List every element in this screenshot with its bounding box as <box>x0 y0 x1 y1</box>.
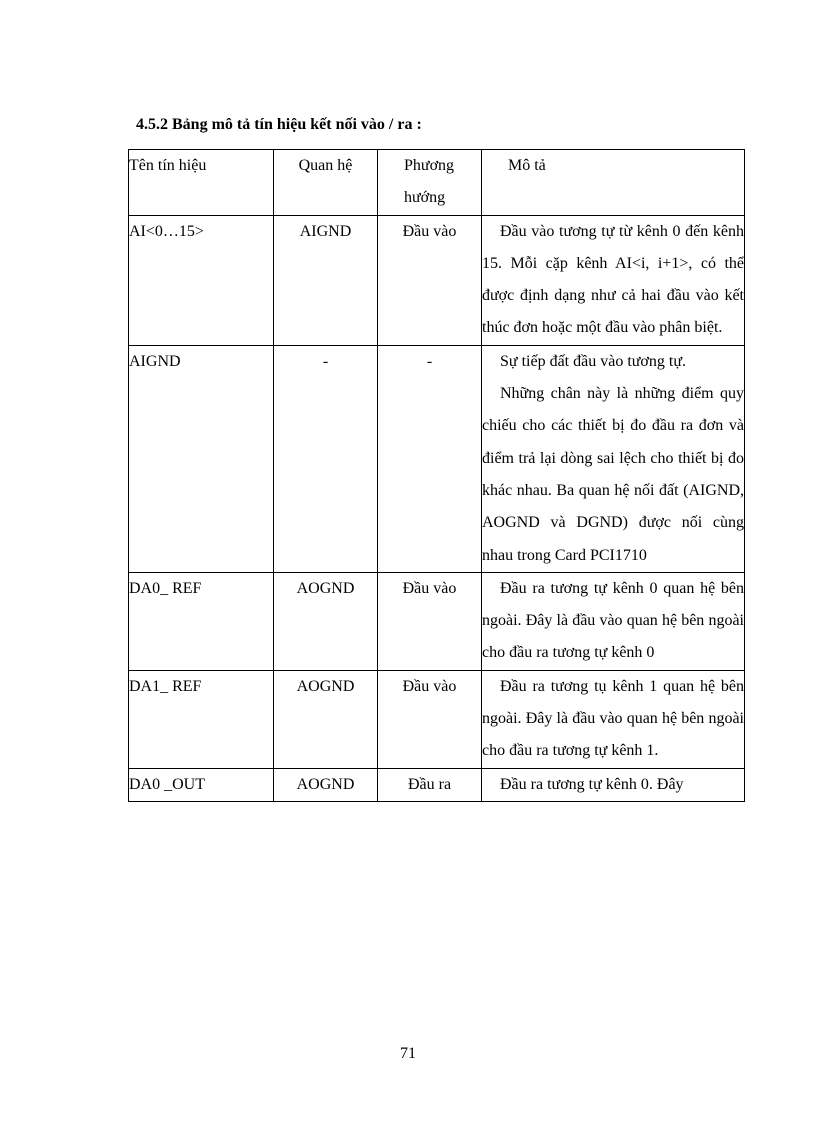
cell-signal-name: AI<0…15> <box>129 215 274 345</box>
cell-description <box>482 768 745 801</box>
cell-signal-name: DA0 _OUT <box>129 768 274 801</box>
table-row <box>129 670 745 768</box>
table-body <box>129 215 745 801</box>
cell-description <box>482 345 745 572</box>
cell-direction: Đầu vào <box>378 572 482 670</box>
header-direction-label: Phương hướng <box>404 157 455 207</box>
cell-relation: AOGND <box>274 670 378 768</box>
cell-signal-name: AIGND <box>129 345 274 572</box>
description-paragraph: Sự tiếp đất đầu vào tương tự. <box>500 352 687 370</box>
table-row <box>129 345 745 572</box>
header-direction <box>378 150 482 216</box>
table-row <box>129 768 745 801</box>
cell-relation: AOGND <box>274 572 378 670</box>
header-relation: Quan hệ <box>274 150 378 216</box>
cell-relation: AIGND <box>274 215 378 345</box>
cell-signal-name: DA0_ REF <box>129 572 274 670</box>
header-description: Mô tả <box>482 150 745 216</box>
table-row <box>129 572 745 670</box>
description-paragraph: Đầu ra tương tự kênh 0 quan hệ bên ngoài. Đây là đầu vào quan hệ bên ngoài cho đầu ra tương tự kênh 0 <box>482 579 744 662</box>
page-number: 71 <box>400 1045 416 1062</box>
cell-description <box>482 215 745 345</box>
cell-direction: Đầu ra <box>378 768 482 801</box>
cell-description <box>482 670 745 768</box>
description-paragraph: Đầu vào tương tự từ kênh 0 đến kênh 15. Mỗi cặp kênh AI<i, i+1>, có thể được định dạng như cả hai đầu vào kết thúc đơn hoặc một đầu vào phân biệt. <box>482 222 744 337</box>
description-paragraph: Đầu ra tương tụ kênh 1 quan hệ bên ngoài. Đây là đầu vào quan hệ bên ngoài cho đầu ra tương tự kênh 1. <box>482 677 744 760</box>
cell-signal-name: DA1_ REF <box>129 670 274 768</box>
section-title: 4.5.2 Bảng mô tả tín hiệu kết nối vào / ra : <box>136 116 422 133</box>
cell-direction: Đầu vào <box>378 215 482 345</box>
table-row <box>129 215 745 345</box>
description-paragraph: Những chân này là những điểm quy chiếu cho các thiết bị đo đầu ra đơn và điểm trả lại dòng sai lệch cho thiết bị đo khác nhau. Ba quan hệ nối đất (AIGND, AOGND và DGND) được nối cùng nhau trong Card PCI1710 <box>482 385 744 564</box>
cell-description <box>482 572 745 670</box>
signal-table <box>128 149 745 802</box>
cell-relation: AOGND <box>274 768 378 801</box>
cell-relation: - <box>274 345 378 572</box>
table-header-row <box>129 150 745 216</box>
cell-direction: Đầu vào <box>378 670 482 768</box>
cell-direction: - <box>378 345 482 572</box>
description-paragraph: Đầu ra tương tự kênh 0. Đây <box>500 775 684 793</box>
header-signal-name: Tên tín hiệu <box>129 150 274 216</box>
